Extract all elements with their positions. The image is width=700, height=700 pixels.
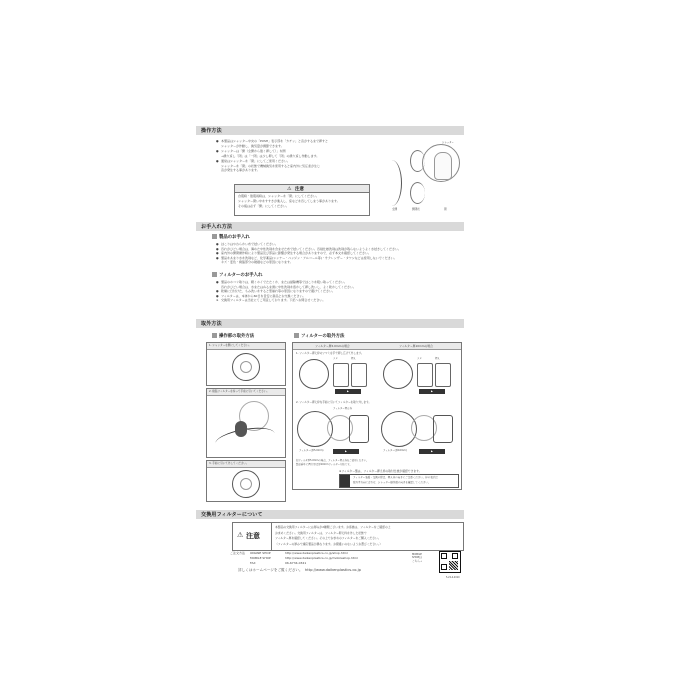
subsection-title: 操作部の取外方法 bbox=[219, 334, 255, 339]
bullet: ● bbox=[216, 246, 219, 251]
note-line: 旧フィルタ厚5.0mmの場合、フィルター押え枠をご使用ください。 bbox=[296, 459, 369, 462]
shutter-center bbox=[240, 478, 252, 490]
qr-finder bbox=[441, 553, 447, 559]
fig-label: 押え bbox=[435, 357, 440, 360]
fig-label: ツメ bbox=[417, 357, 422, 360]
hand-icon bbox=[434, 152, 452, 180]
online-label: ONLINE SHOP bbox=[250, 551, 271, 555]
step-head bbox=[207, 389, 285, 396]
bullet: ● bbox=[216, 293, 219, 298]
detail-url-link[interactable]: http://www.daikenplastics.co.jp bbox=[305, 568, 361, 572]
section-header-operation bbox=[196, 126, 464, 135]
bullet: ● bbox=[216, 255, 219, 260]
operation-line: シャッターは「開（全開から強く押して）」を開 bbox=[221, 149, 286, 153]
detail-text: 詳しくはホームページをご覧ください。 bbox=[238, 568, 303, 572]
mobile-note-line: SHOPは bbox=[412, 556, 422, 560]
mobile-note bbox=[412, 553, 422, 563]
qr-finder bbox=[441, 564, 447, 570]
note-line: 取外手方向に合わせ、シャッター操作部の向きを確認してください。 bbox=[353, 480, 431, 484]
filter-circle bbox=[299, 359, 329, 389]
operation-figure bbox=[382, 142, 462, 216]
fax-number: 06-6734-0341 bbox=[285, 561, 307, 565]
section-title: 取外方法 bbox=[201, 321, 222, 327]
operation-line: 通常はシャッターを「閉」にしてご使用ください。 bbox=[221, 159, 290, 163]
qr-code-icon[interactable] bbox=[439, 551, 461, 573]
online-url-link[interactable]: http://www.daikenplastics.co.jp/shop.html bbox=[285, 551, 348, 555]
bullet: ● bbox=[216, 242, 219, 246]
col-title: フィルター厚5.0mmの場合 bbox=[315, 343, 350, 348]
warning-icon: ⚠ bbox=[237, 531, 244, 539]
caution-badge bbox=[233, 523, 272, 550]
filter-circle bbox=[383, 359, 413, 389]
col-title: フィルター厚10mmの場合 bbox=[399, 343, 433, 348]
frame-fig bbox=[349, 415, 369, 443]
order-label: ご注文方法 bbox=[230, 551, 246, 555]
col-head-b bbox=[377, 343, 461, 350]
contact-block bbox=[230, 551, 430, 581]
step-box-2 bbox=[206, 388, 286, 458]
mobile-note-line: こちら→ bbox=[412, 559, 422, 563]
care-line: 汚れがひどい場合は、薄めた中性洗剤を含ませた布で拭いてください。汚削仕様洗剤は洗剤が残らないようよく水拭きしてください。 bbox=[221, 246, 402, 251]
bullet: ● bbox=[216, 251, 219, 255]
section-header-care bbox=[196, 222, 464, 231]
note-marker bbox=[340, 475, 350, 487]
note-box bbox=[339, 474, 459, 488]
step-head bbox=[207, 461, 285, 468]
fig-label: フィルター(厚5.0mm) bbox=[299, 449, 324, 452]
shutter-open-state bbox=[410, 150, 425, 172]
fig-label: シャッター bbox=[442, 141, 454, 144]
operation-line: シャッターが作動し、換気量が調節できます。 bbox=[221, 143, 284, 148]
fig-label: 閉 bbox=[444, 208, 447, 211]
detail-fig bbox=[351, 363, 367, 387]
detail-fig bbox=[333, 363, 349, 387]
section-title: お手入れ方法 bbox=[201, 224, 233, 230]
operation-line: 音が発生する事があります。 bbox=[221, 168, 260, 172]
replacement-caution-box bbox=[232, 522, 464, 551]
warning-icon: ⚠ bbox=[287, 185, 292, 192]
qr-finder bbox=[452, 553, 458, 559]
fax-label: FAX bbox=[250, 561, 256, 565]
note-line: ※フィルター製は、フィルター押え枠の取付仕様が確認できます。 bbox=[339, 469, 422, 473]
filter-removal-box bbox=[292, 342, 462, 490]
caution-header bbox=[235, 185, 369, 193]
caution-line: フィルター厚を確認してください。その上でお求めのフィルターをご購入ください。 bbox=[275, 536, 381, 540]
document-code: 5-22-4-2010 bbox=[446, 576, 460, 579]
section-title: 操作方法 bbox=[201, 128, 222, 134]
mobile-url-link[interactable]: http://www.daikenplastics.co.jp/mobileshop.html bbox=[285, 556, 358, 560]
care-line: ほこりはやわらかい布で拭いてください。 bbox=[221, 242, 279, 246]
subsection-title: フィルターの取外方法 bbox=[301, 334, 345, 339]
operation-line: シャッターを「閉」の状態で機械換気を使用すると室内外に気圧差が生じ bbox=[221, 163, 320, 168]
caution-line: 本製品の交換用フィルターには厚みが2種類ございます。お客様は、フィルターをご確認の上 bbox=[275, 525, 391, 529]
step-box-1 bbox=[206, 342, 286, 386]
caution-badge-text: 注意 bbox=[246, 532, 260, 540]
fig-label: フィルター押え枠 bbox=[333, 407, 352, 410]
step-text: 2. 樹脂フィルターを持って手前に引いてください。 bbox=[209, 389, 270, 393]
care-line: 乾燥に日付けた、もみ洗いをすると型崩れ等の原因になりますので避けてください。 bbox=[221, 289, 336, 293]
subsection-title: フィルターのお手入れ bbox=[219, 273, 263, 278]
hand-icon bbox=[235, 421, 247, 437]
section-title: 交換用フィルターについて bbox=[201, 512, 263, 518]
square-icon bbox=[212, 333, 217, 338]
caution-line: その後は必ず「開」にしてください。 bbox=[238, 204, 290, 208]
caution-line: 台風時・強風雨時は、シャッターを「閉」にしてください。 bbox=[238, 194, 319, 198]
frame-fig bbox=[433, 415, 453, 443]
care-line: 製品のホコリ取りは、軽くホイでたたくか、または掃除機等でほこりを吸い取ってください。 bbox=[221, 280, 348, 284]
note-line: フィルター装着・交換の際は、押え枠の向きにご注意ください。枠の表示は bbox=[353, 476, 438, 479]
fig-label: ツメ bbox=[333, 357, 338, 360]
operation-line: 本製品はシャッター中央の「PUSH」表示部を「カチッ」と音がするまで押すと bbox=[221, 139, 329, 143]
bullet: ※ bbox=[216, 298, 219, 302]
instruction-sheet bbox=[196, 126, 464, 582]
bullet: ● bbox=[216, 280, 219, 284]
caution-title: 注意 bbox=[295, 187, 304, 192]
note-line: 製品番号に(F)付きは厚10mmフィルター対応です。 bbox=[296, 463, 352, 466]
shutter-center bbox=[240, 361, 252, 373]
shutter-half-state bbox=[410, 182, 425, 204]
detail-fig bbox=[417, 363, 433, 387]
bullet-2: ● bbox=[216, 149, 219, 153]
arrow-icon: ▶ bbox=[419, 389, 445, 394]
fig-label: 押え bbox=[351, 357, 356, 360]
caution-line: お求めください。交換用フィルターは、フィルター押え枠を外した状態で bbox=[275, 530, 367, 535]
col-head-a bbox=[293, 343, 378, 350]
step-text: 3. 手前に引いて外してください。 bbox=[209, 461, 249, 465]
step-box-3 bbox=[206, 460, 286, 502]
qr-data bbox=[449, 561, 458, 570]
square-icon bbox=[294, 333, 299, 338]
caution-line: （フィルターの厚みで適応製品が異なります。お間違いのないようお選びください。） bbox=[275, 542, 383, 546]
step-head bbox=[207, 343, 285, 350]
care-line: フィルターは、本体から60日を目安に新品とお交換ください。 bbox=[221, 293, 306, 298]
fig-label: 開閉状 bbox=[412, 208, 420, 211]
arrow-icon: ▶ bbox=[335, 389, 361, 394]
bullet-3: ● bbox=[216, 159, 219, 163]
care-line: 交換用フィルターは当社にてご用意しております。下記へお問合せください。 bbox=[221, 298, 326, 302]
operation-line: →繰り返し「閉」は「一閉」は少し押して「閉」の繰り返し作動します。 bbox=[221, 153, 320, 158]
caution-box bbox=[234, 184, 370, 216]
arrow-icon: ▶ bbox=[333, 449, 359, 454]
care-line: 製品をあまり水を洗剤など、化学薬品(シンナー・ベンジン・アルコール等)・サクレンザー・タワシなどは使用しないでください。 bbox=[221, 255, 397, 260]
shutter-side-view bbox=[382, 160, 402, 206]
step-text: 2. フィルター押え枠を手前に引いてフィルターを取り外します。 bbox=[296, 401, 372, 404]
section-header-replacement bbox=[196, 510, 464, 519]
mobile-note-line: MOBILE bbox=[412, 553, 422, 556]
care-line: 汚れがひどい場合は、水またはぬるま湯に中性洗剤を溶かして押し洗いし、よく乾かしてください。 bbox=[221, 284, 357, 289]
step-text: 1. シャッターを開にしてください。 bbox=[209, 343, 252, 347]
square-icon bbox=[212, 234, 217, 239]
subsection-title: 製品のお手入れ bbox=[219, 235, 250, 240]
fig-label: フィルター(厚10mm) bbox=[383, 449, 407, 452]
caution-line: シャッター閉い中をすすきが進入し、窓などを汚してしまう事があります。 bbox=[238, 199, 340, 203]
step-text: 1. フィルター押え枠のツマミを手で押し広げて外します。 bbox=[296, 352, 364, 355]
arrow-icon: ▶ bbox=[419, 449, 445, 454]
detail-fig bbox=[435, 363, 451, 387]
bullet: ● bbox=[216, 289, 219, 293]
fig-label: 全開 bbox=[392, 208, 398, 211]
section-header-removal bbox=[196, 319, 464, 328]
bullet-1: ● bbox=[216, 139, 219, 143]
care-line: 室内外の開閉操作時により製品及び部品に影響が発生する場合がありますので、必ず本文を確認してください。 bbox=[221, 251, 371, 255]
mobile-label: MOBILE SHOP bbox=[250, 556, 271, 560]
square-icon bbox=[212, 272, 217, 277]
care-line: キズ・変色・樹脂部分の破損などの原因になります。 bbox=[221, 260, 293, 264]
